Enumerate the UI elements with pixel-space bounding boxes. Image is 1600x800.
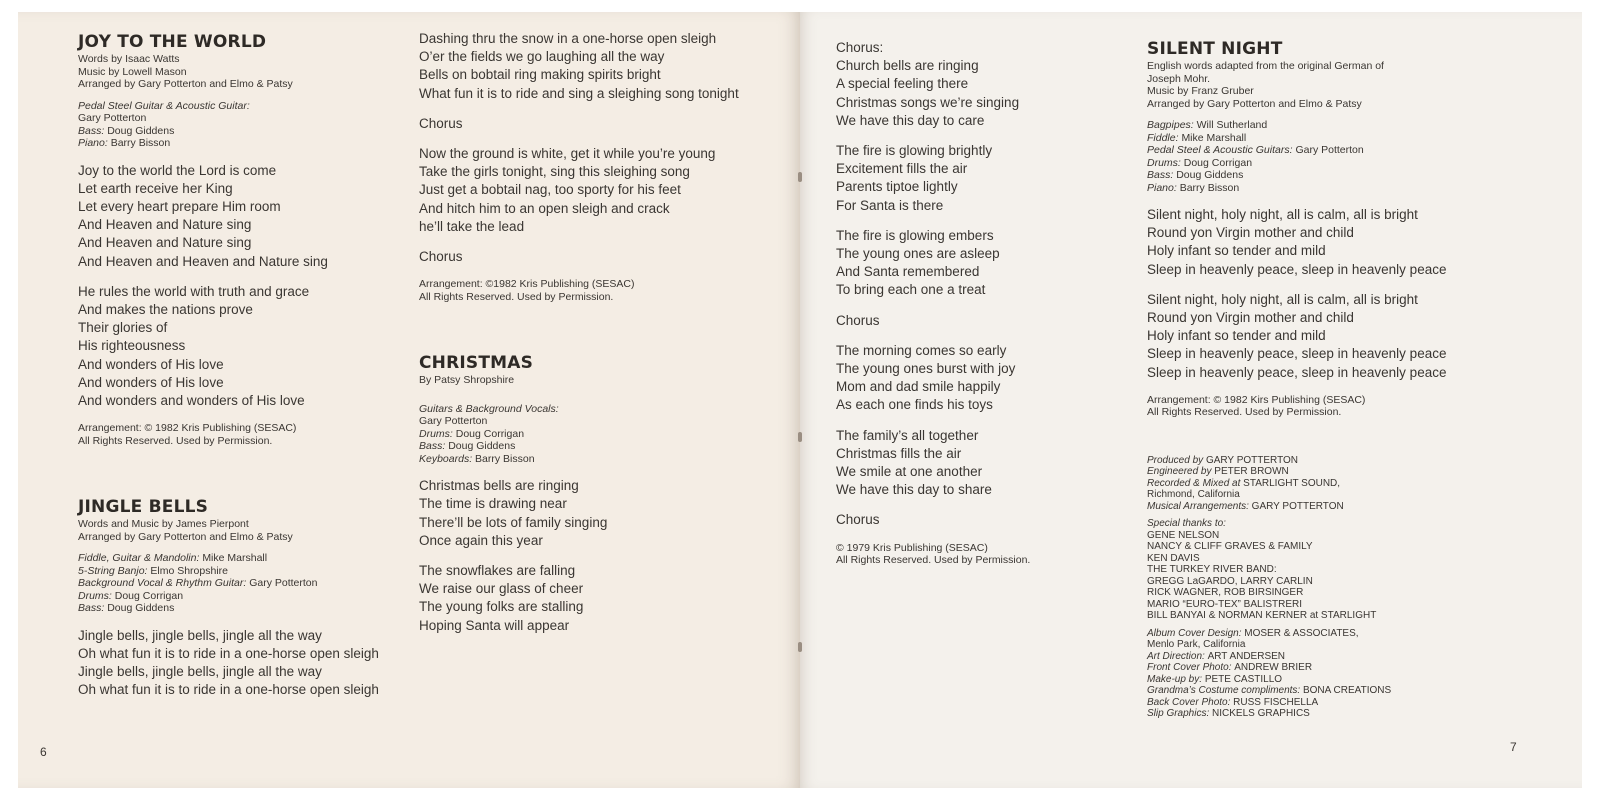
credit-line xyxy=(1147,144,1567,157)
text-line: Their glories of xyxy=(78,320,168,336)
credit-line xyxy=(1147,651,1567,663)
credit-line xyxy=(1147,478,1567,490)
credit-line xyxy=(1147,685,1567,697)
left-column xyxy=(78,32,408,699)
credit-role: Bass: xyxy=(78,602,108,615)
credit-line xyxy=(78,112,408,125)
credit-line xyxy=(1147,455,1567,467)
credit-role: Bass: xyxy=(419,440,449,453)
text-line: Arrangement: © 1982 Kris Publishing (SESAC) xyxy=(78,422,297,435)
credit-line xyxy=(419,440,779,453)
text-line: Arrangement: ©1982 Kris Publishing (SESAC) xyxy=(419,278,635,291)
text-line: The fire is glowing brightly xyxy=(836,143,993,159)
verse xyxy=(78,283,408,410)
text-line: We have this day to care xyxy=(836,112,985,128)
credit-line xyxy=(1147,628,1567,640)
verse xyxy=(836,142,1126,215)
credit-role: Musical Arrangements: xyxy=(1147,500,1252,512)
text-line: A special feeling there xyxy=(836,76,969,92)
credit-name: MOSER & ASSOCIATES, xyxy=(1244,627,1359,639)
credit-name: RUSS FISCHELLA xyxy=(1233,696,1319,708)
text-line: He rules the world with truth and grace xyxy=(78,283,310,299)
text-line: Arrangement: © 1982 Kirs Publishing (SESAC) xyxy=(1147,393,1366,406)
credit-role: Fiddle: xyxy=(1147,131,1182,144)
credit-role: Background Vocal & Rhythm Guitar: xyxy=(78,577,250,590)
text-line: Christmas songs we’re singing xyxy=(836,94,1020,110)
text-line: Words by Isaac Watts xyxy=(78,53,180,65)
verse xyxy=(836,427,1126,500)
text-line: The young folks are stalling xyxy=(419,599,584,615)
credit-role: Fiddle, Guitar & Mandolin: xyxy=(78,552,203,565)
verse xyxy=(836,227,1126,300)
design-credits xyxy=(1147,628,1567,720)
text-line: Holy infant so tender and mild xyxy=(1147,328,1326,344)
page-number: 7 xyxy=(1510,740,1517,754)
text-line: GENE NELSON xyxy=(1147,529,1220,541)
text-line: English words adapted from the original German of xyxy=(1147,60,1384,72)
text-line: And Heaven and Nature sing xyxy=(78,217,252,233)
credit-line xyxy=(1147,501,1567,513)
credit-name: NICKELS GRAPHICS xyxy=(1212,708,1310,720)
text-line: As each one finds his toys xyxy=(836,397,993,413)
text-line: Excitement fills the air xyxy=(836,161,968,177)
credit-name: Barry Bisson xyxy=(1179,181,1240,194)
song-silent-night xyxy=(1147,39,1567,419)
chorus-label: Chorus xyxy=(836,512,880,528)
text-line: The time is drawing near xyxy=(419,496,567,512)
text-line: For Santa is there xyxy=(836,197,944,213)
credit-line xyxy=(78,100,408,113)
verse xyxy=(1147,291,1567,382)
text-line: Sleep in heavenly peace, sleep in heavenly peace xyxy=(1147,364,1447,380)
text-line: Church bells are ringing xyxy=(836,58,979,74)
credit-name: PETE CASTILLO xyxy=(1204,673,1283,685)
credits xyxy=(78,53,408,91)
credit-line xyxy=(1147,169,1567,182)
credit-line xyxy=(1147,674,1567,686)
text-line: he’ll take the lead xyxy=(419,218,525,234)
credit-line xyxy=(1147,157,1567,170)
credit-name: Richmond, California xyxy=(1147,489,1240,501)
song-title: JOY TO THE WORLD xyxy=(78,32,267,52)
credit-role: Album Cover Design: xyxy=(1147,627,1245,639)
credit-role: Make-up by: xyxy=(1147,673,1205,685)
production-credits xyxy=(1147,455,1567,513)
text-line: The family’s all together xyxy=(836,427,979,443)
credit-name: Barry Bisson xyxy=(475,452,535,465)
credit-name: PETER BROWN xyxy=(1214,466,1289,478)
text-line: Silent night, holy night, all is calm, all is bright xyxy=(1147,207,1418,222)
text-line: Round yon Virgin mother and child xyxy=(1147,310,1354,326)
credit-role: Engineered by xyxy=(1147,466,1215,478)
credit-name: Doug Giddens xyxy=(107,124,175,137)
text-line: The young ones burst with joy xyxy=(836,361,1016,377)
credit-line xyxy=(419,428,779,441)
credit-role: Drums: xyxy=(419,427,456,440)
credit-role: Art Direction: xyxy=(1147,650,1208,662)
musicians xyxy=(419,403,779,466)
text-line: Now the ground is white, get it while you’re young xyxy=(419,146,716,162)
text-line: Parents tiptoe lightly xyxy=(836,179,958,195)
text-line: Dashing thru the snow in a one-horse open sleigh xyxy=(419,31,717,46)
text-line: Jingle bells, jingle bells, jingle all the way xyxy=(78,664,322,680)
text-line: Words and Music by James Pierpont xyxy=(78,518,249,531)
verse xyxy=(419,30,779,103)
credit-role: 5-String Banjo: xyxy=(78,564,151,577)
text-line: Arranged by Gary Potterton and Elmo & Patsy xyxy=(78,530,293,543)
credit-name: Barry Bisson xyxy=(110,137,171,149)
text-line: Oh what fun it is to ride in a one-horse open sleigh xyxy=(78,682,379,698)
text-line: All Rights Reserved. Used by Permission. xyxy=(78,434,273,447)
credit-line xyxy=(1147,697,1567,709)
credit-name: Gary Potterton xyxy=(249,577,318,590)
credit-role: Bass: xyxy=(78,124,108,137)
verse xyxy=(419,477,779,550)
text-line: Just get a bobtail nag, too sporty for his feet xyxy=(419,182,681,198)
text-line: We have this day to share xyxy=(836,482,992,498)
musicians xyxy=(78,100,408,150)
credit-role: Drums: xyxy=(1147,156,1184,169)
credit-name: Doug Corrigan xyxy=(114,589,184,602)
text-line: Let every heart prepare Him room xyxy=(78,198,281,214)
chorus-label: Chorus xyxy=(836,312,880,328)
text-line: All Rights Reserved. Used by Permission. xyxy=(836,554,1031,567)
credit-name: Menlo Park, California xyxy=(1147,639,1246,651)
credit-role: Bass: xyxy=(1147,169,1177,181)
credit-role: Piano: xyxy=(1147,181,1180,194)
left-page xyxy=(18,12,800,788)
special-thanks xyxy=(1147,518,1567,622)
credit-line xyxy=(1147,119,1567,132)
text-line: Round yon Virgin mother and child xyxy=(1147,225,1354,241)
credit-name: ANDREW BRIER xyxy=(1234,662,1313,674)
song-jingle-bells xyxy=(78,497,408,699)
text-line: And wonders of His love xyxy=(78,374,224,390)
credit-line xyxy=(419,453,779,466)
credit-line xyxy=(1147,132,1567,145)
text-line: Christmas fills the air xyxy=(836,445,962,461)
credit-role: Back Cover Photo: xyxy=(1147,696,1234,708)
text-line: What fun it is to ride and sing a sleighing song tonight xyxy=(419,85,739,101)
credit-name: Gary Potterton xyxy=(78,112,147,124)
credit-role: Slip Graphics: xyxy=(1147,708,1213,720)
credit-name: Mike Marshall xyxy=(202,552,268,565)
credit-line xyxy=(419,403,779,416)
musicians xyxy=(78,552,408,615)
credit-line xyxy=(78,577,408,590)
credit-line xyxy=(1147,662,1567,674)
credit-name: Will Sutherland xyxy=(1196,119,1268,131)
credit-name: ART ANDERSEN xyxy=(1207,650,1286,662)
text-line: Arranged by Gary Potterton and Elmo & Patsy xyxy=(1147,97,1362,110)
text-line: And wonders and wonders of His love xyxy=(78,392,305,408)
credit-name: BONA CREATIONS xyxy=(1302,685,1392,697)
credit-line xyxy=(78,565,408,578)
credit-line xyxy=(1147,466,1567,478)
copyright xyxy=(78,422,408,447)
credit-name: GARY POTTERTON xyxy=(1251,500,1344,512)
text-line: Bells on bobtail ring making spirits bright xyxy=(419,67,661,83)
text-line: Music by Franz Gruber xyxy=(1147,85,1254,97)
credit-name: Mike Marshall xyxy=(1181,131,1247,144)
text-line: Holy infant so tender and mild xyxy=(1147,243,1326,259)
credit-name: Doug Giddens xyxy=(448,440,516,453)
song-title: JINGLE BELLS xyxy=(78,497,209,518)
text-line: Silent night, holy night, all is calm, all is bright xyxy=(1147,291,1418,307)
text-line: All Rights Reserved. Used by Permission. xyxy=(1147,406,1342,419)
text-line: Oh what fun it is to ride in a one-horse open sleigh xyxy=(78,645,379,661)
credit-role: Front Cover Photo: xyxy=(1147,662,1235,674)
text-line: Let earth receive her King xyxy=(78,180,233,196)
text-line: Music by Lowell Mason xyxy=(78,65,187,78)
chorus-block xyxy=(836,39,1126,130)
song-joy-to-the-world xyxy=(78,32,408,447)
text-line: To bring each one a treat xyxy=(836,282,986,298)
text-line: We smile at one another xyxy=(836,464,983,480)
credit-line xyxy=(1147,182,1567,195)
credit-role: Pedal Steel Guitar & Acoustic Guitar: xyxy=(78,99,250,112)
verse xyxy=(78,162,408,271)
credit-name: Elmo Shropshire xyxy=(150,564,228,577)
credit-line xyxy=(78,590,408,603)
text-line: There’ll be lots of family singing xyxy=(419,514,608,530)
binding-stitch xyxy=(798,432,802,442)
christmas-continued-column xyxy=(836,39,1126,567)
text-line: The morning comes so early xyxy=(836,342,1007,358)
song-christmas xyxy=(419,353,779,635)
credit-name: GARY POTTERTON xyxy=(1205,454,1298,466)
credit-line xyxy=(419,415,779,428)
credit-name: Gary Potterton xyxy=(1295,144,1364,156)
credit-role: Drums: xyxy=(78,589,115,602)
text-line: Chorus: xyxy=(836,40,884,55)
credits xyxy=(78,518,408,543)
credit-role: Keyboards: xyxy=(419,452,476,465)
text-line: Joseph Mohr. xyxy=(1147,72,1211,85)
text-line: By Patsy Shropshire xyxy=(419,374,515,387)
text-line: O’er the fields we go laughing all the way xyxy=(419,49,665,65)
album-credits xyxy=(1147,455,1567,720)
text-line: The young ones are asleep xyxy=(836,246,1000,262)
copyright xyxy=(419,278,779,303)
text-line: MARIO “EURO-TEX” BALISTRERI xyxy=(1147,598,1303,610)
song-title: CHRISTMAS xyxy=(419,353,534,374)
text-line: And hitch him to an open sleigh and crack xyxy=(419,200,670,216)
credit-line xyxy=(1147,489,1567,501)
chorus-label: Chorus xyxy=(419,249,463,265)
text-line: Sleep in heavenly peace, sleep in heavenly peace xyxy=(1147,346,1447,362)
credit-role: Bagpipes: xyxy=(1147,119,1197,131)
text-line: And Santa remembered xyxy=(836,264,980,280)
verse xyxy=(419,562,779,635)
text-line: THE TURKEY RIVER BAND: xyxy=(1147,564,1277,576)
credit-role: Piano: xyxy=(78,137,111,149)
text-line: RICK WAGNER, ROB BIRSINGER xyxy=(1147,587,1304,599)
binding-stitch xyxy=(798,172,802,182)
copyright xyxy=(1147,394,1567,419)
credit-line xyxy=(78,552,408,565)
credit-line xyxy=(78,137,408,150)
credit-role: Guitars & Background Vocals: xyxy=(419,402,559,415)
text-line: Joy to the world the Lord is come xyxy=(78,162,277,178)
credit-name: Doug Corrigan xyxy=(1183,156,1253,169)
text-line: His righteousness xyxy=(78,338,186,354)
text-line: Mom and dad smile happily xyxy=(836,379,1001,395)
text-line: Once again this year xyxy=(419,532,543,548)
credit-role: Grandma’s Costume compliments: xyxy=(1147,685,1303,697)
credit-role: Pedal Steel & Acoustic Guitars: xyxy=(1147,144,1296,156)
credit-name: Doug Giddens xyxy=(1176,169,1244,181)
text-line: © 1979 Kris Publishing (SESAC) xyxy=(836,541,988,554)
middle-column xyxy=(419,30,779,635)
silent-night-column xyxy=(1147,39,1567,720)
text-line: Sleep in heavenly peace, sleep in heavenly peace xyxy=(1147,261,1447,277)
text-line: The fire is glowing embers xyxy=(836,227,994,243)
musicians xyxy=(1147,119,1567,194)
credit-line xyxy=(1147,708,1567,720)
text-line: Jingle bells, jingle bells, jingle all the way xyxy=(78,627,322,643)
text-line: The snowflakes are falling xyxy=(419,563,576,579)
text-line: Hoping Santa will appear xyxy=(419,617,570,633)
credit-name: Doug Corrigan xyxy=(455,427,525,440)
right-page xyxy=(800,12,1582,788)
text-line: We raise our glass of cheer xyxy=(419,581,584,597)
binding-stitch xyxy=(798,642,802,652)
verse xyxy=(1147,206,1567,279)
credit-role: Recorded & Mixed at xyxy=(1147,477,1244,489)
verse xyxy=(836,342,1126,415)
verse xyxy=(78,627,408,700)
text-line: All Rights Reserved. Used by Permission. xyxy=(419,290,614,303)
credit-role: Produced by xyxy=(1147,454,1206,466)
credit-line xyxy=(78,125,408,138)
credits xyxy=(419,374,779,387)
text-line: KEN DAVIS xyxy=(1147,552,1200,564)
thanks-list xyxy=(1147,530,1567,622)
text-line: Arranged by Gary Potterton and Elmo & Patsy xyxy=(78,78,293,90)
credit-name: Gary Potterton xyxy=(419,415,488,428)
text-line: And makes the nations prove xyxy=(78,301,253,317)
credit-line xyxy=(1147,639,1567,651)
credit-line xyxy=(78,602,408,615)
credit-name: STARLIGHT SOUND, xyxy=(1243,477,1341,489)
page-number: 6 xyxy=(40,745,47,759)
text-line: And Heaven and Nature sing xyxy=(78,235,252,251)
text-line: BILL BANYAI & NORMAN KERNER at STARLIGHT xyxy=(1147,610,1377,622)
credit-name: Doug Giddens xyxy=(107,602,175,615)
text-line: NANCY & CLIFF GRAVES & FAMILY xyxy=(1147,541,1313,553)
text-line: And wonders of His love xyxy=(78,356,224,372)
song-title: SILENT NIGHT xyxy=(1147,39,1283,59)
text-line: GREGG LaGARDO, LARRY CARLIN xyxy=(1147,575,1313,587)
chorus-label: Chorus xyxy=(419,115,463,131)
text-line: Christmas bells are ringing xyxy=(419,478,579,494)
text-line: And Heaven and Heaven and Nature sing xyxy=(78,253,328,269)
special-thanks-label: Special thanks to: xyxy=(1147,518,1226,530)
credits xyxy=(1147,60,1567,110)
text-line: Take the girls tonight, sing this sleighing song xyxy=(419,164,690,180)
verse xyxy=(419,145,779,236)
copyright xyxy=(836,542,1126,567)
